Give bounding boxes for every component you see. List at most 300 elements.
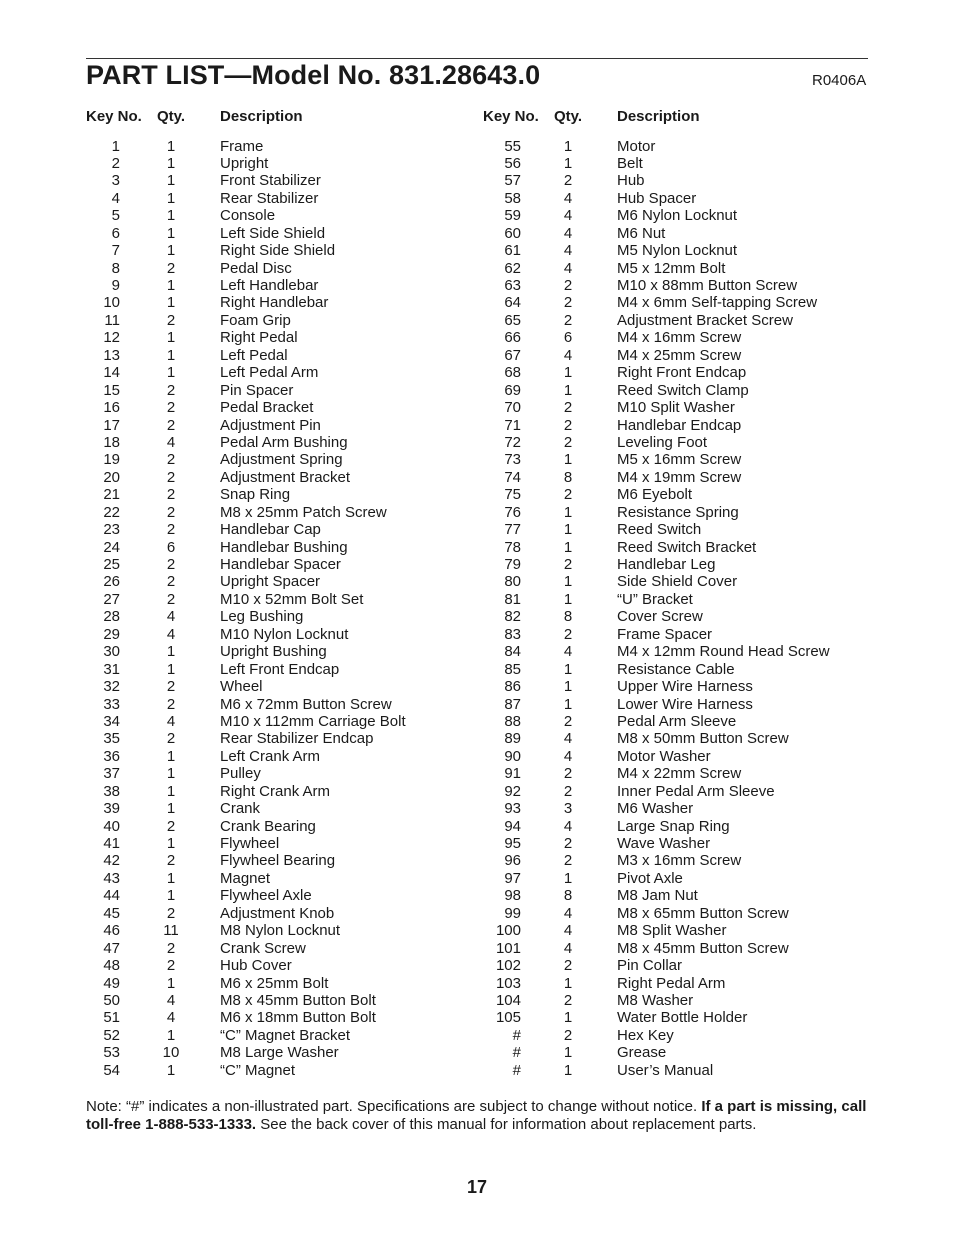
part-row: [477, 661, 954, 678]
part-row: [0, 678, 477, 695]
part-qty: 2: [166, 817, 176, 835]
part-key: 61: [504, 242, 521, 260]
part-key: 39: [103, 800, 120, 818]
part-qty: 8: [563, 468, 573, 486]
part-row: [0, 765, 477, 782]
part-row: [477, 382, 954, 399]
part-row: [477, 417, 954, 434]
part-description: Left Crank Arm: [220, 747, 321, 765]
part-key: 80: [504, 573, 521, 591]
part-row: [0, 922, 477, 939]
part-key: 86: [504, 678, 521, 696]
part-row: [477, 713, 954, 730]
part-qty: 4: [563, 346, 573, 364]
part-qty: 1: [563, 573, 573, 591]
part-qty: 1: [166, 277, 176, 294]
part-description: Adjustment Knob: [220, 904, 335, 922]
part-key: 7: [111, 242, 120, 260]
part-row: [477, 172, 954, 189]
part-key: 36: [103, 747, 120, 765]
part-qty: 4: [563, 939, 573, 957]
part-key: 23: [103, 521, 120, 539]
part-description: Leg Bushing: [220, 608, 304, 626]
part-row: [0, 521, 477, 538]
part-description: Left Side Shield: [220, 224, 326, 242]
part-qty: 2: [166, 730, 176, 748]
part-key: 33: [103, 695, 120, 713]
part-description: User’s Manual: [617, 1061, 714, 1079]
part-row: [477, 155, 954, 172]
part-description: Right Front Endcap: [617, 364, 747, 382]
part-row: [0, 852, 477, 869]
part-row: [0, 277, 477, 294]
part-description: M6 Washer: [617, 800, 694, 818]
part-row: [477, 469, 954, 486]
part-key: 73: [504, 451, 521, 469]
part-qty: 1: [166, 643, 176, 661]
part-description: Adjustment Spring: [220, 451, 343, 469]
part-qty: 10: [162, 1044, 180, 1062]
part-row: [477, 905, 954, 922]
part-qty: 2: [166, 695, 176, 713]
part-row: [0, 887, 477, 904]
part-qty: 1: [166, 660, 176, 678]
part-description: Right Handlebar: [220, 294, 329, 312]
part-description: M8 Jam Nut: [617, 887, 698, 905]
part-key: 92: [504, 782, 521, 800]
part-row: [0, 608, 477, 625]
part-qty: 1: [166, 189, 176, 207]
part-key: 58: [504, 189, 521, 207]
part-qty: 1: [563, 154, 573, 172]
part-row: [477, 207, 954, 224]
part-qty: 6: [166, 538, 176, 556]
page-title: PART LIST—Model No. 831.28643.0: [86, 60, 541, 90]
part-row: [477, 922, 954, 939]
part-key: 65: [504, 311, 521, 329]
part-key: 18: [103, 433, 120, 451]
part-qty: 4: [563, 189, 573, 207]
part-key: 35: [103, 730, 120, 748]
part-qty: 4: [166, 712, 176, 730]
part-row: [477, 940, 954, 957]
part-row: [477, 852, 954, 869]
part-description: Flywheel: [220, 835, 280, 852]
part-qty: 1: [166, 869, 176, 887]
left-header-qty: Qty.: [157, 108, 186, 125]
part-qty: 1: [166, 747, 176, 765]
part-row: [0, 504, 477, 521]
part-row: [477, 765, 954, 782]
page-number: 17: [466, 1177, 488, 1197]
part-key: 104: [495, 991, 521, 1009]
part-qty: 4: [166, 625, 176, 643]
part-row: [477, 748, 954, 765]
part-description: Side Shield Cover: [617, 573, 738, 591]
part-row: [477, 870, 954, 887]
part-key: 41: [103, 835, 120, 852]
part-key: 91: [504, 765, 521, 783]
part-row: [477, 957, 954, 974]
part-description: Magnet: [220, 869, 271, 887]
part-row: [0, 539, 477, 556]
part-qty: 1: [563, 521, 573, 539]
part-qty: 1: [563, 695, 573, 713]
part-key: 27: [103, 590, 120, 608]
part-qty: 1: [563, 137, 573, 155]
left-parts-column: [0, 138, 477, 1080]
part-row: [0, 469, 477, 486]
part-qty: 2: [563, 712, 573, 730]
part-key: 25: [103, 556, 120, 573]
note-text-end: See the back cover of this manual for information about replacement parts.: [256, 1116, 757, 1133]
part-row: [477, 277, 954, 294]
part-description: M10 Split Washer: [617, 399, 735, 417]
part-qty: 2: [563, 486, 573, 504]
part-qty: 1: [166, 346, 176, 364]
part-qty: 2: [563, 416, 573, 434]
part-description: Right Pedal: [220, 329, 298, 347]
part-row: [0, 730, 477, 747]
part-description: Hub Cover: [220, 957, 292, 975]
part-qty: 2: [166, 468, 176, 486]
part-description: M8 x 25mm Patch Screw: [220, 503, 387, 521]
part-row: [477, 1062, 954, 1079]
part-qty: 2: [166, 939, 176, 957]
part-description: Handlebar Cap: [220, 521, 321, 539]
part-qty: 1: [563, 1044, 573, 1062]
part-key: 93: [504, 800, 521, 818]
part-description: Pivot Axle: [617, 869, 683, 887]
part-row: [477, 242, 954, 259]
part-key: 64: [504, 294, 521, 312]
right-header-qty: Qty.: [554, 108, 583, 125]
part-description: Rear Stabilizer: [220, 189, 319, 207]
part-key: 29: [103, 625, 120, 643]
part-key: 103: [495, 974, 521, 992]
part-qty: 1: [563, 1061, 573, 1079]
part-description: M6 x 25mm Bolt: [220, 974, 329, 992]
part-row: [477, 434, 954, 451]
part-description: Frame Spacer: [617, 625, 713, 643]
part-description: M3 x 16mm Screw: [617, 852, 742, 870]
part-description: Adjustment Bracket: [220, 468, 351, 486]
part-key: 97: [504, 869, 521, 887]
part-row: [0, 225, 477, 242]
part-qty: 4: [563, 817, 573, 835]
part-key: #: [512, 1061, 521, 1079]
note-bold: If a part is missing, call toll-free 1-888-533-1333.: [86, 1098, 867, 1133]
part-key: 46: [103, 922, 120, 940]
part-row: [0, 172, 477, 189]
part-row: [477, 539, 954, 556]
part-qty: 2: [563, 957, 573, 975]
part-qty: 1: [166, 224, 176, 242]
part-row: [477, 260, 954, 277]
part-qty: 1: [166, 329, 176, 347]
part-row: [477, 504, 954, 521]
part-row: [0, 643, 477, 660]
part-key: 6: [111, 224, 120, 242]
part-description: Right Pedal Arm: [617, 974, 726, 992]
part-qty: 6: [563, 329, 573, 347]
part-row: [0, 1044, 477, 1061]
part-row: [477, 608, 954, 625]
part-description: M10 Nylon Locknut: [220, 625, 349, 643]
part-qty: 1: [166, 887, 176, 905]
part-row: [477, 225, 954, 242]
part-description: M5 Nylon Locknut: [617, 242, 738, 260]
part-key: 78: [504, 538, 521, 556]
part-qty: 1: [166, 137, 176, 155]
part-key: 53: [103, 1044, 120, 1062]
part-description: Left Pedal Arm: [220, 364, 319, 382]
part-key: 44: [103, 887, 120, 905]
part-description: Upper Wire Harness: [617, 678, 753, 696]
part-key: 59: [504, 207, 521, 225]
part-row: [0, 556, 477, 573]
part-row: [477, 887, 954, 904]
part-description: Upright Spacer: [220, 573, 321, 591]
part-key: 24: [103, 538, 120, 556]
part-row: [477, 312, 954, 329]
part-row: [0, 138, 477, 155]
part-description: Adjustment Pin: [220, 416, 321, 434]
part-row: [0, 835, 477, 852]
part-key: 1: [111, 137, 120, 155]
part-row: [0, 417, 477, 434]
part-description: Pedal Arm Sleeve: [617, 712, 737, 730]
part-key: 34: [103, 712, 120, 730]
part-qty: 2: [563, 172, 573, 190]
part-description: Leveling Foot: [617, 433, 708, 451]
part-row: [477, 347, 954, 364]
part-row: [477, 678, 954, 695]
right-header-description: Description: [617, 108, 700, 125]
part-qty: 4: [563, 259, 573, 277]
part-key: 30: [103, 643, 120, 661]
part-description: M4 x 16mm Screw: [617, 329, 742, 347]
part-qty: 1: [166, 364, 176, 382]
part-description: Right Side Shield: [220, 242, 336, 260]
part-key: 19: [103, 451, 120, 469]
part-description: Crank: [220, 800, 261, 818]
part-row: [0, 242, 477, 259]
part-description: M6 x 18mm Button Bolt: [220, 1009, 376, 1027]
part-qty: 4: [166, 608, 176, 626]
part-description: Rear Stabilizer Endcap: [220, 730, 374, 748]
part-description: Pin Collar: [617, 957, 683, 975]
part-row: [0, 696, 477, 713]
part-row: [477, 573, 954, 590]
part-description: Hex Key: [617, 1026, 674, 1044]
part-row: [477, 138, 954, 155]
part-description: Console: [220, 207, 276, 225]
part-description: M8 x 65mm Button Screw: [617, 904, 789, 922]
part-qty: 1: [166, 835, 176, 852]
part-description: M8 Large Washer: [220, 1044, 339, 1062]
part-description: M8 Split Washer: [617, 922, 727, 940]
part-qty: 2: [563, 399, 573, 417]
part-description: M5 x 16mm Screw: [617, 451, 742, 469]
part-row: [477, 696, 954, 713]
part-qty: 8: [563, 887, 573, 905]
part-qty: 2: [166, 416, 176, 434]
part-key: 20: [103, 468, 120, 486]
part-description: Crank Screw: [220, 939, 306, 957]
part-qty: 2: [166, 503, 176, 521]
part-qty: 1: [563, 381, 573, 399]
part-key: 57: [504, 172, 521, 190]
note-text: Note: “#” indicates a non-illustrated part. Specifications are subject to change without notice.: [86, 1098, 702, 1115]
part-qty: 2: [563, 991, 573, 1009]
part-qty: 1: [166, 1061, 176, 1079]
part-qty: 1: [563, 869, 573, 887]
part-key: 52: [103, 1026, 120, 1044]
part-row: [0, 364, 477, 381]
part-qty: 4: [563, 224, 573, 242]
part-row: [477, 591, 954, 608]
part-qty: 4: [563, 747, 573, 765]
part-description: M4 x 12mm Round Head Screw: [617, 643, 830, 661]
part-qty: 2: [166, 521, 176, 539]
part-qty: 4: [563, 207, 573, 225]
part-description: M8 x 50mm Button Screw: [617, 730, 789, 748]
part-row: [477, 783, 954, 800]
part-key: 54: [103, 1061, 120, 1079]
part-qty: 1: [563, 660, 573, 678]
part-key: 38: [103, 782, 120, 800]
part-qty: 2: [166, 311, 176, 329]
part-row: [0, 975, 477, 992]
part-qty: 2: [166, 678, 176, 696]
part-row: [477, 329, 954, 346]
part-description: M10 x 112mm Carriage Bolt: [220, 712, 406, 730]
part-row: [477, 399, 954, 416]
part-description: Flywheel Bearing: [220, 852, 336, 870]
part-description: Reed Switch Clamp: [617, 381, 749, 399]
part-row: [477, 451, 954, 468]
part-row: [0, 486, 477, 503]
part-row: [0, 1027, 477, 1044]
part-row: [477, 486, 954, 503]
part-key: 87: [504, 695, 521, 713]
part-description: Upright: [220, 154, 269, 172]
part-key: 83: [504, 625, 521, 643]
part-description: M6 Nylon Locknut: [617, 207, 738, 225]
part-description: Reed Switch Bracket: [617, 538, 757, 556]
part-description: Pedal Disc: [220, 259, 292, 277]
part-row: [0, 940, 477, 957]
part-qty: 8: [563, 608, 573, 626]
part-description: Resistance Cable: [617, 660, 735, 678]
part-row: [0, 713, 477, 730]
part-key: 31: [103, 660, 120, 678]
part-qty: 1: [563, 974, 573, 992]
part-key: 37: [103, 765, 120, 783]
part-key: 16: [103, 399, 120, 417]
part-key: 8: [111, 259, 120, 277]
part-row: [0, 1009, 477, 1026]
part-description: Lower Wire Harness: [617, 695, 753, 713]
part-row: [0, 434, 477, 451]
part-key: 60: [504, 224, 521, 242]
part-key: 49: [103, 974, 120, 992]
part-description: Left Front Endcap: [220, 660, 340, 678]
part-qty: 2: [166, 556, 176, 573]
part-key: 12: [103, 329, 120, 347]
part-row: [477, 1027, 954, 1044]
part-key: 4: [111, 189, 120, 207]
part-key: 98: [504, 887, 521, 905]
part-qty: 2: [563, 556, 573, 573]
part-description: Flywheel Axle: [220, 887, 312, 905]
part-qty: 3: [563, 800, 573, 818]
part-description: Pedal Arm Bushing: [220, 433, 348, 451]
part-key: 100: [495, 922, 521, 940]
part-row: [0, 800, 477, 817]
part-description: Motor: [617, 137, 656, 155]
part-key: #: [512, 1026, 521, 1044]
part-qty: 4: [563, 730, 573, 748]
part-description: M4 x 25mm Screw: [617, 346, 742, 364]
part-description: M4 x 6mm Self-tapping Screw: [617, 294, 818, 312]
part-description: Pedal Bracket: [220, 399, 314, 417]
part-row: [0, 783, 477, 800]
part-row: [477, 975, 954, 992]
part-key: 32: [103, 678, 120, 696]
part-key: 55: [504, 137, 521, 155]
part-key: 47: [103, 939, 120, 957]
part-key: 88: [504, 712, 521, 730]
part-description: “C” Magnet Bracket: [220, 1026, 351, 1044]
part-description: M8 x 45mm Button Screw: [617, 939, 789, 957]
part-qty: 4: [166, 1009, 176, 1027]
part-description: M6 x 72mm Button Screw: [220, 695, 392, 713]
part-key: 50: [103, 991, 120, 1009]
part-key: 90: [504, 747, 521, 765]
part-key: 28: [103, 608, 120, 626]
part-row: [477, 364, 954, 381]
part-qty: 1: [166, 765, 176, 783]
part-key: 85: [504, 660, 521, 678]
part-key: 69: [504, 381, 521, 399]
part-qty: 2: [166, 904, 176, 922]
part-row: [0, 626, 477, 643]
part-row: [0, 1062, 477, 1079]
part-row: [0, 260, 477, 277]
note: [86, 1098, 868, 1134]
part-row: [0, 661, 477, 678]
part-description: M10 x 52mm Bolt Set: [220, 590, 364, 608]
part-qty: 2: [563, 835, 573, 852]
part-key: 95: [504, 835, 521, 852]
part-description: Wave Washer: [617, 835, 711, 852]
part-qty: 2: [166, 573, 176, 591]
part-qty: 2: [563, 433, 573, 451]
part-row: [0, 905, 477, 922]
part-description: Foam Grip: [220, 311, 291, 329]
part-row: [0, 382, 477, 399]
part-description: M8 x 45mm Button Bolt: [220, 991, 376, 1009]
part-key: 9: [111, 277, 120, 294]
part-description: M6 Eyebolt: [617, 486, 693, 504]
part-key: 70: [504, 399, 521, 417]
part-row: [0, 748, 477, 765]
part-row: [0, 294, 477, 311]
part-qty: 2: [166, 852, 176, 870]
part-key: 63: [504, 277, 521, 294]
